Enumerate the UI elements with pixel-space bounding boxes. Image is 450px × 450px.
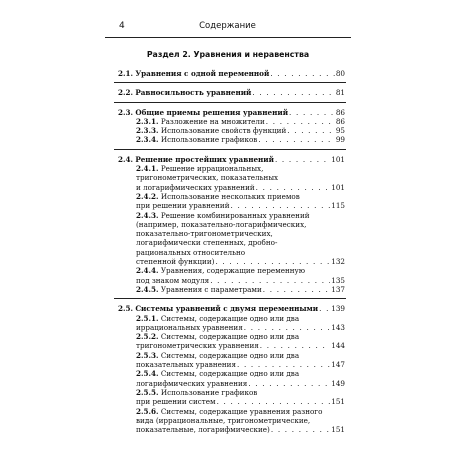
toc-page: 86 [335, 116, 345, 126]
header-rule [105, 37, 351, 38]
toc-title: Уравнения с параметрами [160, 284, 262, 294]
toc-leader [256, 183, 331, 192]
toc-title-line: Использование графиков [160, 387, 258, 397]
toc-title-line: Системы, содержащие одно или два [160, 369, 300, 379]
toc-title-line: Решение комбинированных уравнений [160, 210, 310, 220]
toc-entry-2-3[interactable] [118, 108, 345, 117]
toc-number: 2.4.5. [136, 284, 159, 294]
toc-leader [231, 201, 331, 210]
toc-leader [252, 88, 334, 97]
toc-number: 2.5.2. [136, 332, 159, 342]
toc-leader [271, 425, 330, 434]
toc-leader [319, 304, 330, 313]
toc-page: 101 [331, 154, 345, 164]
toc-entry-2-3-3[interactable] [118, 126, 345, 135]
section-title: Раздел 2. Уравнения и неравенства [146, 50, 310, 59]
toc-leader [244, 323, 331, 332]
toc-entry-2-5[interactable] [118, 304, 345, 313]
toc-title-line: при решении уравнений [136, 201, 230, 211]
toc-title-line: тригонометрических, показательных [136, 173, 279, 183]
toc-entry-2-5-3[interactable] [118, 351, 345, 370]
toc-title-line: под знаком модуля [136, 275, 210, 285]
toc-leader [260, 341, 331, 350]
toc-entry-2-3-4[interactable] [118, 135, 345, 144]
toc-entry-2-3-1[interactable] [118, 117, 345, 126]
toc-title: Уравнения с одной переменной [135, 69, 270, 78]
table-of-contents [118, 69, 345, 434]
toc-leader [258, 135, 335, 144]
toc-number: 2.2. [118, 88, 134, 98]
toc-entry-2-5-5[interactable] [118, 388, 345, 407]
toc-page: 115 [331, 201, 345, 211]
toc-entry-2-4-3[interactable] [118, 211, 345, 267]
toc-page: 139 [331, 304, 345, 314]
toc-page: 95 [335, 126, 345, 136]
toc-entry-2-5-4[interactable] [118, 369, 345, 388]
toc-page: 132 [331, 257, 345, 267]
toc-title-line: Системы, содержащие уравнения разного [160, 406, 323, 416]
toc-leader [248, 379, 330, 388]
toc-number: 2.5.5. [136, 387, 159, 397]
toc-leader [275, 155, 330, 164]
toc-number: 2.5. [118, 304, 134, 314]
toc-number: 2.5.6. [136, 406, 159, 416]
toc-title-line: показательно-тригонометрических, [136, 229, 273, 239]
toc-title-line: логарифмических уравнения [136, 378, 248, 388]
toc-number: 2.3.1. [136, 116, 159, 126]
toc-entry-2-4-2[interactable] [118, 192, 345, 211]
toc-title: Разложение на множители [160, 116, 265, 126]
toc-title-line: тригонометрических уравнения [136, 341, 259, 351]
toc-title-line: показательные, логарифмические) [136, 425, 270, 435]
toc-leader [210, 276, 330, 285]
toc-number: 2.5.3. [136, 350, 159, 360]
toc-number: 2.3.4. [136, 135, 159, 145]
toc-entry-2-1[interactable] [118, 69, 345, 78]
toc-leader [217, 397, 331, 406]
toc-page: 144 [331, 341, 345, 351]
toc-entry-2-4-5[interactable] [118, 285, 345, 294]
toc-number: 2.4.4. [136, 266, 159, 276]
toc-number: 2.4.2. [136, 191, 159, 201]
toc-leader [287, 126, 335, 135]
toc-title-line: рациональных относительно [136, 247, 246, 257]
toc-number: 2.3.3. [136, 126, 159, 136]
toc-title-line: Использование нескольких приемов [160, 191, 300, 201]
toc-page: 137 [331, 284, 345, 294]
toc-title-line: степенной функции) [136, 257, 215, 267]
toc-title-line: Решение иррациональных, [160, 164, 264, 174]
toc-title-line: Уравнения, содержащие переменную [160, 266, 306, 276]
toc-title-line: иррациональных уравнения [136, 322, 243, 332]
toc-leader [270, 69, 335, 78]
toc-title-line: логарифмически степенных, дробно- [136, 238, 278, 248]
toc-title-line: Системы, содержащие одно или два [160, 332, 300, 342]
toc-page: 151 [331, 425, 345, 435]
toc-page: 101 [331, 182, 345, 192]
running-title: Содержание [199, 21, 256, 31]
toc-title: Равносильность уравнений [135, 88, 252, 98]
toc-page: 80 [335, 69, 345, 78]
toc-number: 2.5.1. [136, 313, 159, 323]
toc-title-line: показательных уравнения [136, 360, 236, 370]
toc-title: Общие приемы решения уравнений [135, 107, 289, 117]
toc-divider [114, 149, 346, 150]
toc-title-line: Системы, содержащие одно или два [160, 313, 300, 323]
toc-number: 2.3. [118, 107, 134, 117]
toc-title: Использование свойств функций [160, 126, 287, 136]
toc-title-line: вида (иррациональные, тригонометрические, [136, 415, 311, 425]
toc-title: Системы уравнений с двумя переменными [135, 304, 319, 314]
toc-page: 147 [331, 360, 345, 370]
toc-page: 143 [331, 322, 345, 332]
toc-page: 86 [335, 107, 345, 117]
toc-title: Использование графиков [160, 135, 258, 145]
toc-leader [289, 108, 335, 117]
toc-entry-2-5-6[interactable] [118, 407, 345, 435]
toc-entry-2-5-2[interactable] [118, 332, 345, 351]
toc-entry-2-5-1[interactable] [118, 314, 345, 333]
toc-entry-2-2[interactable] [118, 88, 345, 97]
toc-page: 99 [335, 135, 345, 145]
toc-title-line: при решении систем [136, 397, 216, 407]
toc-divider [114, 102, 346, 103]
toc-entry-2-4[interactable] [118, 155, 345, 164]
toc-page: 151 [331, 397, 345, 407]
toc-leader [215, 257, 330, 266]
toc-page: 149 [331, 378, 345, 388]
running-header [105, 20, 350, 37]
toc-title-line: (например, показательно-логарифмических, [136, 219, 307, 229]
toc-page: 135 [331, 275, 345, 285]
page-number: 4 [119, 21, 125, 31]
toc-leader [266, 117, 335, 126]
toc-number: 2.4. [118, 154, 134, 164]
toc-page: 81 [335, 88, 345, 98]
toc-leader [263, 285, 331, 294]
toc-entry-2-4-1[interactable] [118, 164, 345, 192]
toc-leader [237, 360, 330, 369]
toc-divider [114, 298, 346, 299]
toc-entry-2-4-4[interactable] [118, 266, 345, 285]
toc-title-line: и логарифмических уравнений [136, 182, 255, 192]
toc-divider [114, 82, 346, 83]
toc-number: 2.4.3. [136, 210, 159, 220]
toc-number: 2.4.1. [136, 164, 159, 174]
toc-number: 2.5.4. [136, 369, 159, 379]
toc-title: Решение простейших уравнений [135, 154, 274, 164]
toc-title-line: Системы, содержащие одно или два [160, 350, 300, 360]
toc-number: 2.1. [118, 69, 134, 78]
